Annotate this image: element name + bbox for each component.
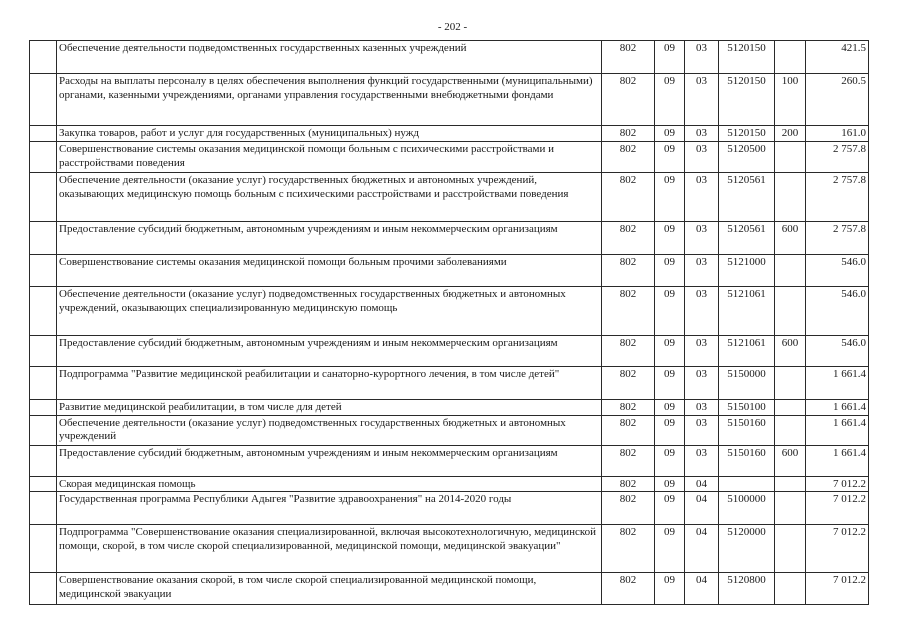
row-number-cell [30, 126, 57, 142]
section-code-cell: 09 [655, 126, 685, 142]
expense-type-cell [775, 492, 806, 525]
table-row [30, 492, 869, 525]
table-row [30, 255, 869, 287]
table-row [30, 173, 869, 222]
row-number-cell [30, 525, 57, 573]
subsection-code-cell: 04 [685, 476, 719, 492]
ministry-code-cell: 802 [602, 492, 655, 525]
expense-type-cell: 100 [775, 74, 806, 126]
expense-type-cell [775, 476, 806, 492]
section-code-cell: 09 [655, 336, 685, 367]
item-name-cell: Предоставление субсидий бюджетным, автономным учреждениям и иным некоммерческим организациям [57, 336, 602, 367]
target-article-cell: 5150160 [719, 445, 775, 476]
item-name-cell: Обеспечение деятельности (оказание услуг) подведомственных государственных бюджетных и автономных учреждений [57, 415, 602, 445]
budget-table [29, 40, 869, 605]
row-number-cell [30, 142, 57, 173]
target-article-cell: 5150160 [719, 415, 775, 445]
target-article-cell: 5121061 [719, 336, 775, 367]
amount-cell: 7 012.2 [806, 492, 869, 525]
amount-cell: 161.0 [806, 126, 869, 142]
item-name-cell: Обеспечение деятельности (оказание услуг) государственных бюджетных и автономных учреждений, оказывающих медицинскую помощь больным с психическими расстройствами и расстройствами поведения [57, 173, 602, 222]
amount-cell: 7 012.2 [806, 476, 869, 492]
ministry-code-cell: 802 [602, 287, 655, 336]
ministry-code-cell: 802 [602, 400, 655, 416]
expense-type-cell: 600 [775, 445, 806, 476]
subsection-code-cell: 03 [685, 415, 719, 445]
row-number-cell [30, 492, 57, 525]
target-article-cell: 5150100 [719, 400, 775, 416]
ministry-code-cell: 802 [602, 126, 655, 142]
table-row [30, 445, 869, 476]
amount-cell: 1 661.4 [806, 367, 869, 400]
item-name-cell: Расходы на выплаты персоналу в целях обеспечения выполнения функций государственными (муниципальными) органами, казенными учреждениями, органами управления государственными внебюджетными фондами [57, 74, 602, 126]
section-code-cell: 09 [655, 476, 685, 492]
table-row [30, 126, 869, 142]
amount-cell: 260.5 [806, 74, 869, 126]
ministry-code-cell: 802 [602, 573, 655, 605]
subsection-code-cell: 03 [685, 445, 719, 476]
target-article-cell: 5120561 [719, 222, 775, 255]
target-article-cell: 5120800 [719, 573, 775, 605]
section-code-cell: 09 [655, 400, 685, 416]
ministry-code-cell: 802 [602, 415, 655, 445]
expense-type-cell [775, 255, 806, 287]
row-number-cell [30, 74, 57, 126]
row-number-cell [30, 287, 57, 336]
item-name-cell: Совершенствование системы оказания медицинской помощи больным с психическими расстройствами и расстройствами поведения [57, 142, 602, 173]
subsection-code-cell: 03 [685, 255, 719, 287]
table-row [30, 415, 869, 445]
amount-cell: 7 012.2 [806, 525, 869, 573]
ministry-code-cell: 802 [602, 336, 655, 367]
item-name-cell: Закупка товаров, работ и услуг для государственных (муниципальных) нужд [57, 126, 602, 142]
target-article-cell: 5120150 [719, 126, 775, 142]
amount-cell: 2 757.8 [806, 222, 869, 255]
expense-type-cell [775, 287, 806, 336]
expense-type-cell: 600 [775, 222, 806, 255]
table-row [30, 336, 869, 367]
expense-type-cell [775, 173, 806, 222]
ministry-code-cell: 802 [602, 173, 655, 222]
target-article-cell: 5121000 [719, 255, 775, 287]
row-number-cell [30, 573, 57, 605]
item-name-cell: Предоставление субсидий бюджетным, автономным учреждениям и иным некоммерческим организациям [57, 445, 602, 476]
row-number-cell [30, 173, 57, 222]
ministry-code-cell: 802 [602, 525, 655, 573]
expense-type-cell: 600 [775, 336, 806, 367]
target-article-cell: 5120150 [719, 41, 775, 74]
item-name-cell: Подпрограмма "Совершенствование оказания специализированной, включая высокотехнологичную, медицинской помощи, скорой, в том числе скорой специализированной, медицинской помощи, медицинской эвакуации" [57, 525, 602, 573]
amount-cell: 546.0 [806, 336, 869, 367]
section-code-cell: 09 [655, 142, 685, 173]
subsection-code-cell: 03 [685, 287, 719, 336]
target-article-cell: 5120000 [719, 525, 775, 573]
section-code-cell: 09 [655, 492, 685, 525]
item-name-cell: Скорая медицинская помощь [57, 476, 602, 492]
section-code-cell: 09 [655, 525, 685, 573]
section-code-cell: 09 [655, 74, 685, 126]
item-name-cell: Государственная программа Республики Адыгея "Развитие здравоохранения" на 2014-2020 годы [57, 492, 602, 525]
target-article-cell: 5120150 [719, 74, 775, 126]
item-name-cell: Обеспечение деятельности (оказание услуг) подведомственных государственных бюджетных и автономных учреждений, оказывающих специализированную медицинскую помощь [57, 287, 602, 336]
table-row [30, 287, 869, 336]
subsection-code-cell: 04 [685, 492, 719, 525]
ministry-code-cell: 802 [602, 255, 655, 287]
subsection-code-cell: 03 [685, 400, 719, 416]
ministry-code-cell: 802 [602, 142, 655, 173]
subsection-code-cell: 03 [685, 173, 719, 222]
ministry-code-cell: 802 [602, 476, 655, 492]
row-number-cell [30, 476, 57, 492]
item-name-cell: Подпрограмма "Развитие медицинской реабилитации и санаторно-курортного лечения, в том числе детей" [57, 367, 602, 400]
section-code-cell: 09 [655, 367, 685, 400]
target-article-cell [719, 476, 775, 492]
amount-cell: 546.0 [806, 287, 869, 336]
item-name-cell: Предоставление субсидий бюджетным, автономным учреждениям и иным некоммерческим организациям [57, 222, 602, 255]
table-row [30, 222, 869, 255]
amount-cell: 7 012.2 [806, 573, 869, 605]
target-article-cell: 5121061 [719, 287, 775, 336]
expense-type-cell [775, 525, 806, 573]
ministry-code-cell: 802 [602, 445, 655, 476]
subsection-code-cell: 03 [685, 41, 719, 74]
expense-type-cell [775, 142, 806, 173]
item-name-cell: Развитие медицинской реабилитации, в том числе для детей [57, 400, 602, 416]
amount-cell: 546.0 [806, 255, 869, 287]
table-row [30, 74, 869, 126]
row-number-cell [30, 336, 57, 367]
target-article-cell: 5120561 [719, 173, 775, 222]
table-row [30, 367, 869, 400]
table-row [30, 525, 869, 573]
section-code-cell: 09 [655, 41, 685, 74]
subsection-code-cell: 03 [685, 126, 719, 142]
ministry-code-cell: 802 [602, 41, 655, 74]
section-code-cell: 09 [655, 287, 685, 336]
section-code-cell: 09 [655, 222, 685, 255]
row-number-cell [30, 415, 57, 445]
item-name-cell: Обеспечение деятельности подведомственных государственных казенных учреждений [57, 41, 602, 74]
amount-cell: 1 661.4 [806, 400, 869, 416]
subsection-code-cell: 03 [685, 336, 719, 367]
target-article-cell: 5120500 [719, 142, 775, 173]
expense-type-cell [775, 367, 806, 400]
ministry-code-cell: 802 [602, 74, 655, 126]
subsection-code-cell: 03 [685, 222, 719, 255]
subsection-code-cell: 04 [685, 573, 719, 605]
row-number-cell [30, 255, 57, 287]
table-row [30, 400, 869, 416]
amount-cell: 2 757.8 [806, 173, 869, 222]
subsection-code-cell: 03 [685, 367, 719, 400]
subsection-code-cell: 03 [685, 142, 719, 173]
section-code-cell: 09 [655, 415, 685, 445]
section-code-cell: 09 [655, 255, 685, 287]
section-code-cell: 09 [655, 445, 685, 476]
expense-type-cell: 200 [775, 126, 806, 142]
row-number-cell [30, 400, 57, 416]
row-number-cell [30, 222, 57, 255]
amount-cell: 1 661.4 [806, 445, 869, 476]
amount-cell: 1 661.4 [806, 415, 869, 445]
expense-type-cell [775, 400, 806, 416]
section-code-cell: 09 [655, 173, 685, 222]
subsection-code-cell: 03 [685, 74, 719, 126]
table-row [30, 573, 869, 605]
subsection-code-cell: 04 [685, 525, 719, 573]
amount-cell: 421.5 [806, 41, 869, 74]
table-row [30, 142, 869, 173]
item-name-cell: Совершенствование системы оказания медицинской помощи больным прочими заболеваниями [57, 255, 602, 287]
row-number-cell [30, 41, 57, 74]
expense-type-cell [775, 415, 806, 445]
page-number: - 202 - [437, 21, 468, 33]
section-code-cell: 09 [655, 573, 685, 605]
expense-type-cell [775, 573, 806, 605]
target-article-cell: 5100000 [719, 492, 775, 525]
table-row [30, 41, 869, 74]
item-name-cell: Совершенствование оказания скорой, в том числе скорой специализированной медицинской помощи, медицинской эвакуации [57, 573, 602, 605]
ministry-code-cell: 802 [602, 222, 655, 255]
table-row [30, 476, 869, 492]
target-article-cell: 5150000 [719, 367, 775, 400]
amount-cell: 2 757.8 [806, 142, 869, 173]
ministry-code-cell: 802 [602, 367, 655, 400]
expense-type-cell [775, 41, 806, 74]
row-number-cell [30, 445, 57, 476]
row-number-cell [30, 367, 57, 400]
